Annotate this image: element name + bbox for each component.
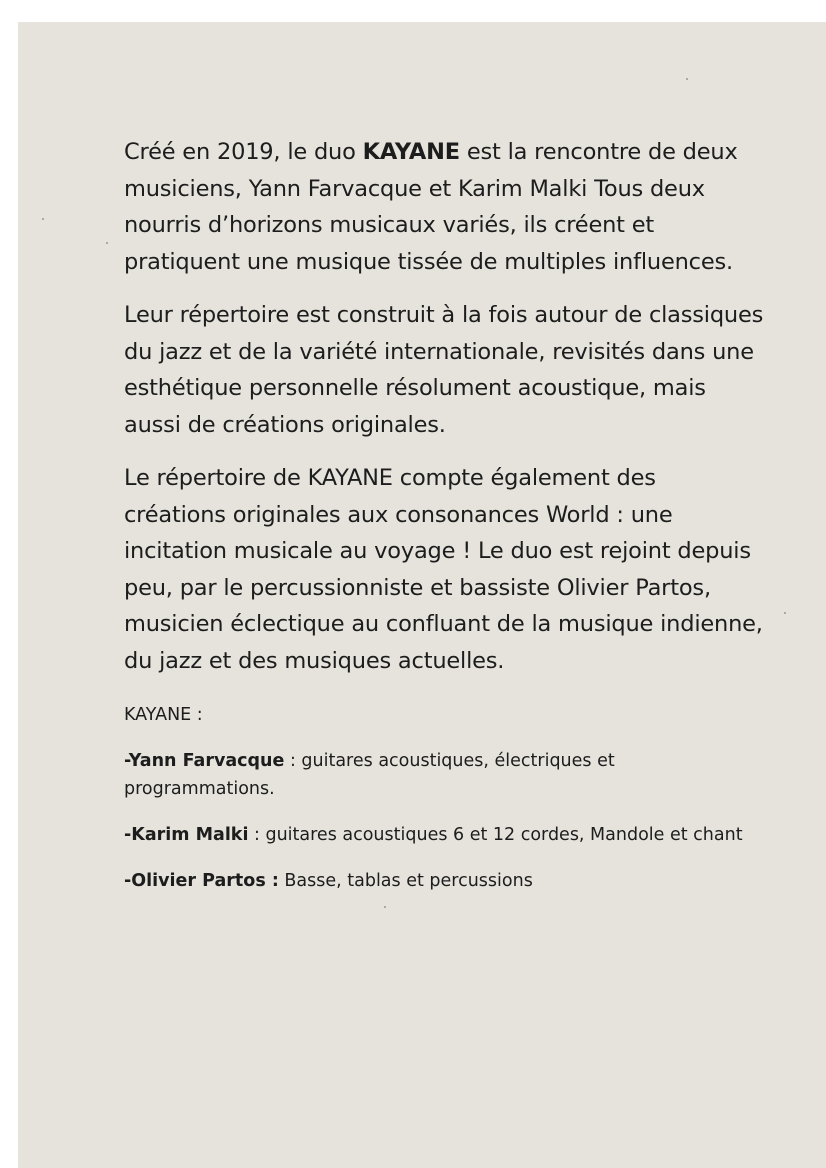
member-yann bbox=[124, 747, 764, 803]
paper-speck bbox=[106, 242, 108, 244]
lineup-heading: KAYANE : bbox=[124, 705, 203, 725]
document-body bbox=[124, 134, 764, 913]
member-olivier bbox=[124, 867, 764, 895]
band-name: KAYANE bbox=[362, 139, 460, 165]
document-page bbox=[18, 22, 826, 1168]
world-paragraph: Le répertoire de KAYANE compte également des créations originales aux consonances World : une incitation musicale au voyage ! Le duo est rejoint depuis peu, par le percussionniste et bassiste Olivier Partos, musicien éclectique au confluant de la musique indienne, du jazz et des musiques actuelles. bbox=[124, 465, 763, 674]
member-name: -Karim Malki bbox=[124, 825, 249, 845]
member-role: Basse, tablas et percussions bbox=[278, 871, 533, 891]
intro-text-start: Créé en 2019, le duo bbox=[124, 139, 363, 165]
paper-speck bbox=[42, 218, 44, 220]
member-name: -Yann Farvacque bbox=[124, 751, 285, 771]
member-role: : guitares acoustiques 6 et 12 cordes, Mandole et chant bbox=[248, 825, 743, 845]
member-karim bbox=[124, 821, 764, 849]
intro-text-end: est la rencontre de deux musiciens, Yann Farvacque et Karim Malki Tous deux nourris d’horizons musicaux variés, ils créent et pratiquent une musique tissée de multiples influences. bbox=[124, 139, 738, 275]
paper-speck bbox=[784, 612, 786, 614]
intro-paragraph bbox=[124, 134, 764, 280]
repertoire-paragraph: Leur répertoire est construit à la fois autour de classiques du jazz et de la variété internationale, revisités dans une esthétique personnelle résolument acoustique, mais aussi de créations originales. bbox=[124, 302, 764, 438]
member-role: : guitares acoustiques, électriques et programmations. bbox=[124, 751, 615, 799]
member-name: -Olivier Partos : bbox=[124, 871, 279, 891]
paper-speck bbox=[686, 78, 688, 80]
